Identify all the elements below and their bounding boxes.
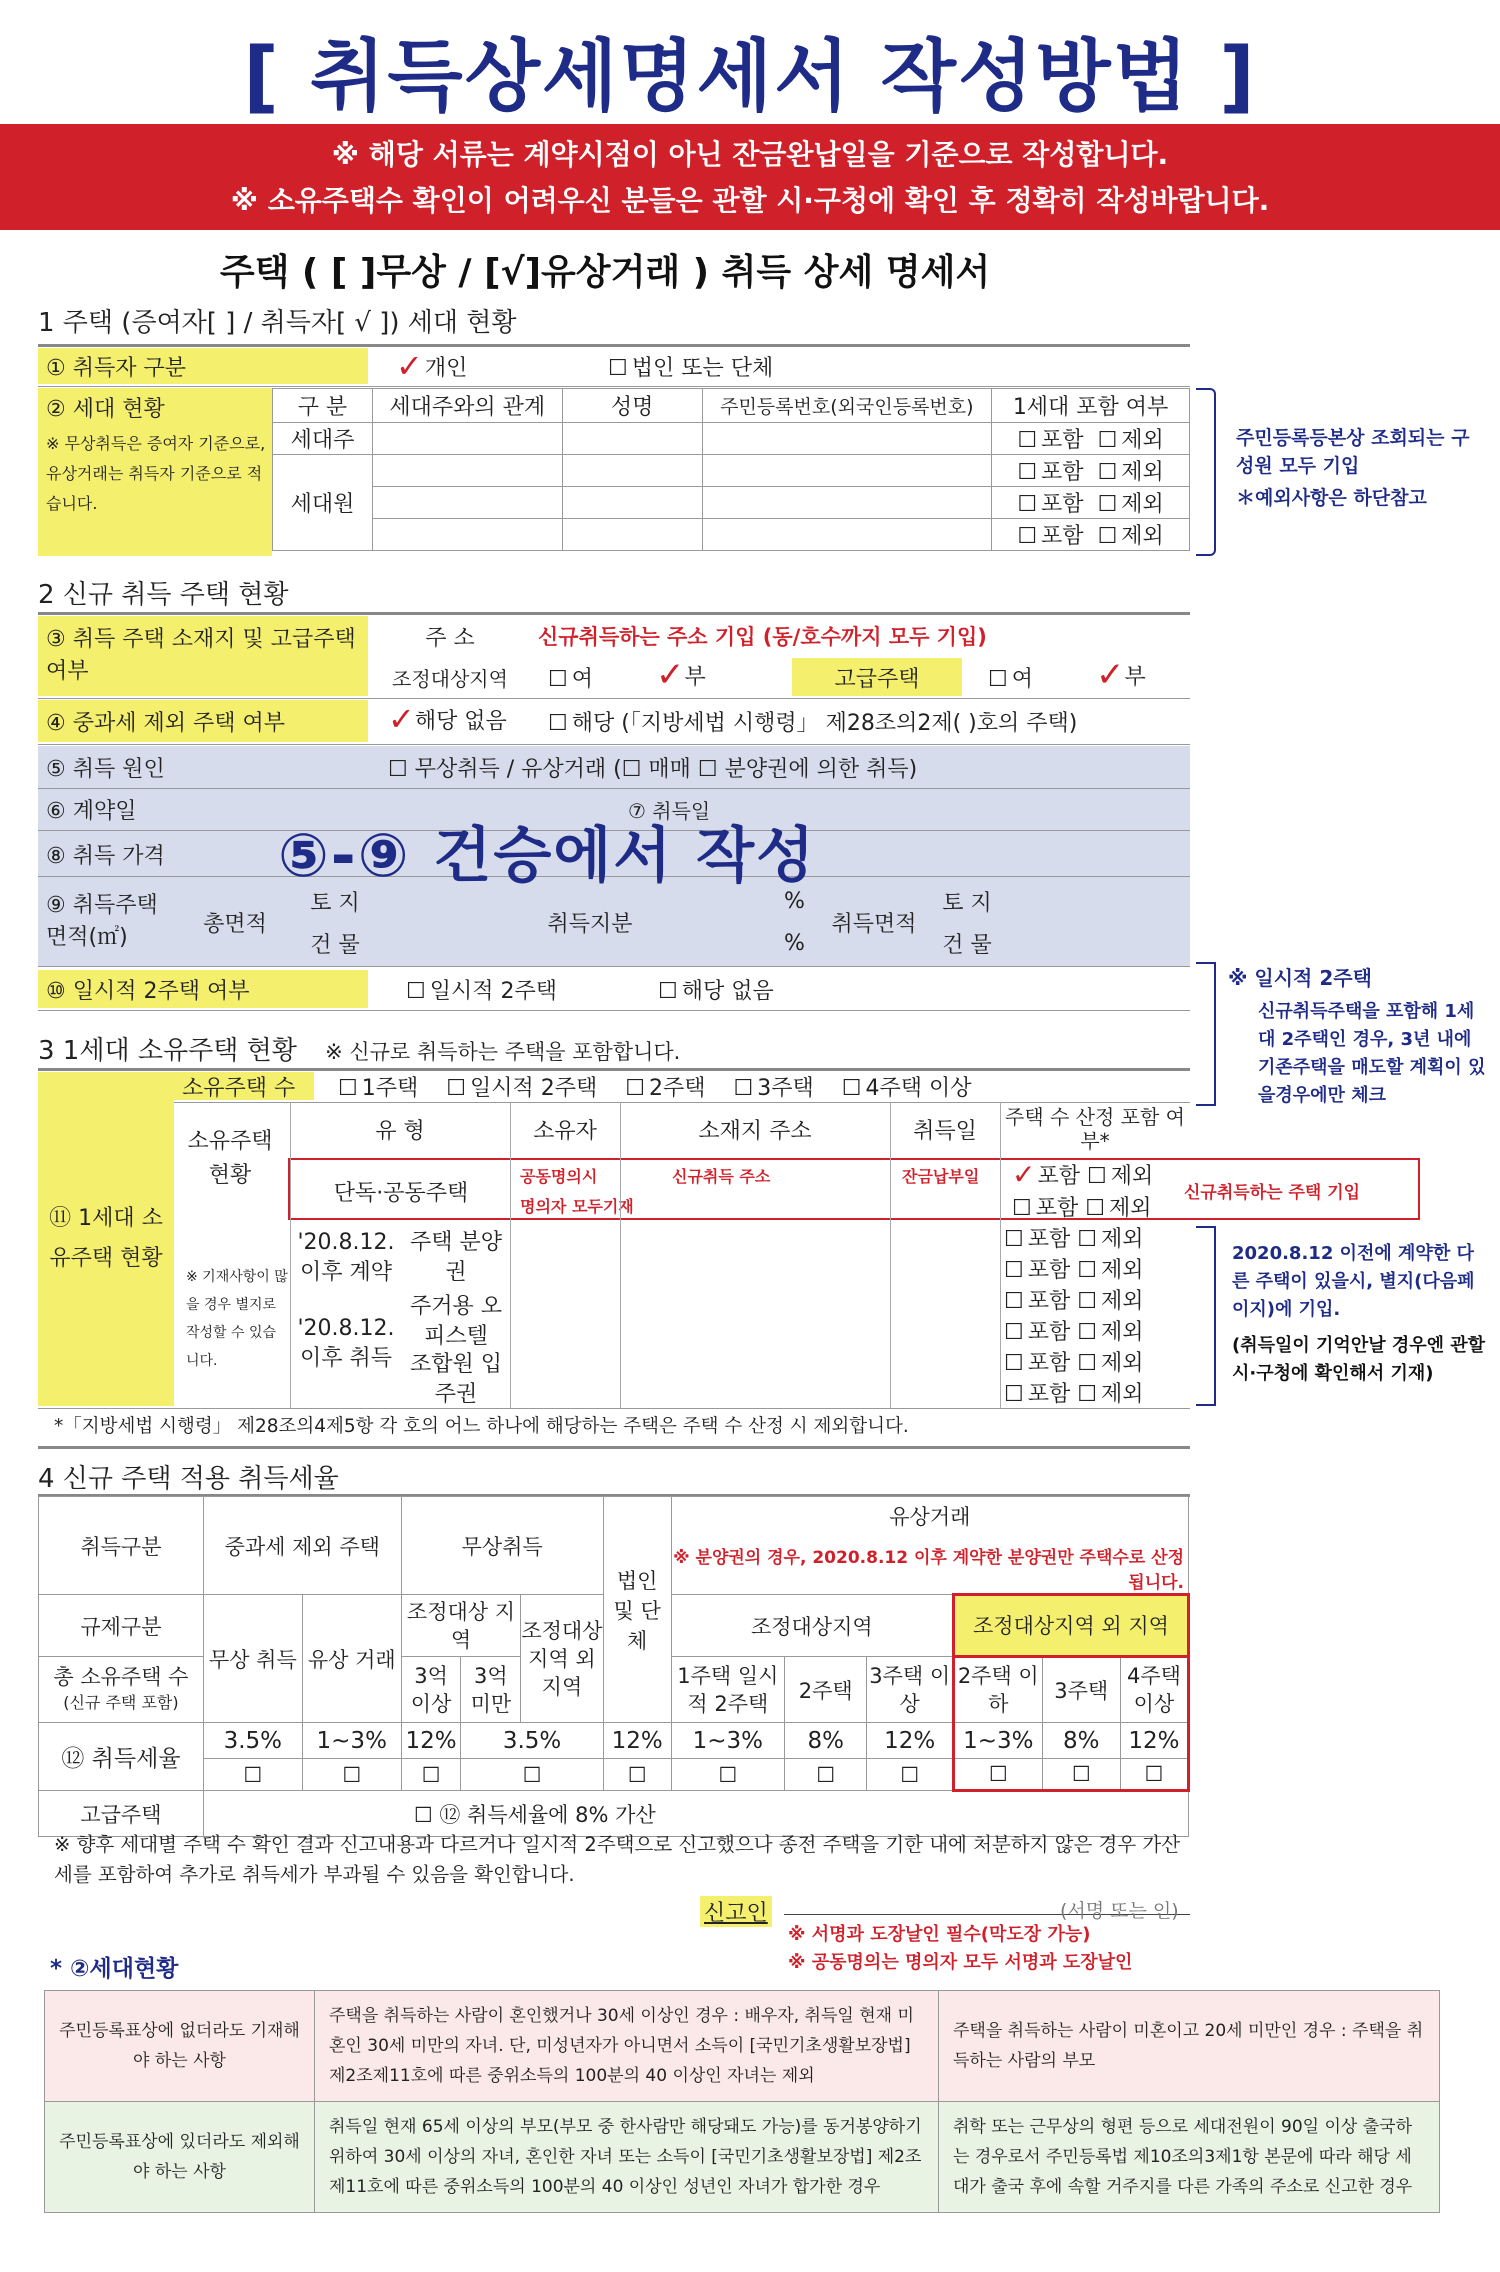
exclude-label: ☐ 제외	[1077, 1258, 1143, 1283]
exclude-label-cell: 주민등록표상에 있더라도 제외해야 하는 사항	[45, 2102, 315, 2213]
adj: 조정대상지역	[671, 1595, 953, 1657]
id-field[interactable]	[702, 519, 992, 551]
id-field[interactable]	[702, 455, 992, 487]
row6-label: ⑥ 계약일	[46, 798, 137, 824]
col-id: 주민등록번호(외국인등록번호)	[702, 389, 992, 423]
building-label-2: 건 물	[942, 932, 992, 958]
total-count	[39, 1657, 204, 1723]
rate-check[interactable]: ☐	[1120, 1759, 1188, 1791]
no-label: 부	[1124, 664, 1146, 690]
include-label: ☐ 포함	[1017, 492, 1083, 517]
include-exclude[interactable]	[992, 455, 1190, 487]
acq-area-label: 취득면적	[831, 911, 917, 937]
row10-label: ⑩ 일시적 2주택 여부	[38, 970, 368, 1008]
col-2below: 2주택 이하	[953, 1657, 1042, 1723]
relation-field[interactable]	[372, 519, 562, 551]
include-exclude-list[interactable]	[1004, 1224, 1190, 1410]
owner-note1: 공동명의시	[520, 1166, 598, 1186]
include-label: ☐ 포함	[1017, 428, 1083, 453]
rate-check[interactable]: ☐	[1042, 1759, 1120, 1791]
owner-note2: 명의자 모두기재	[520, 1196, 634, 1216]
include-label-cell: 주민등록표상에 없더라도 기재해야 하는 사항	[45, 1991, 315, 2102]
include-label: 포함	[1037, 1163, 1080, 1189]
include-label: ☐ 포함	[1012, 1191, 1078, 1222]
col-1house: 1주택 일시적 2주택	[671, 1657, 784, 1723]
exclude-label: ☐ 제외	[1098, 492, 1164, 517]
name-field[interactable]	[562, 455, 702, 487]
section3-heading	[38, 1030, 1190, 1070]
type-presale: 주택 분양권	[409, 1230, 502, 1285]
col-3b-up: 3억 이상	[401, 1657, 461, 1723]
rate-7: 8%	[785, 1723, 867, 1759]
rate-4: 3.5%	[461, 1723, 603, 1759]
rate-check[interactable]: ☐	[603, 1759, 671, 1791]
rate-5: 12%	[603, 1723, 671, 1759]
count-temp2[interactable]: ☐ 일시적 2주택	[446, 1071, 597, 1102]
section3-footnote: *「지방세법 시행령」 제28조의4제5항 각 호의 어느 하나에 해당하는 주택은 주택 수 산정 시 제외합니다.	[54, 1416, 909, 1437]
exclude-label: ☐ 제외	[1077, 1382, 1143, 1407]
row8-label: ⑧ 취득 가격	[46, 843, 165, 869]
rate-1: 3.5%	[203, 1723, 302, 1759]
col-3h: 3주택	[1042, 1657, 1120, 1723]
temp-label: ☐ 일시적 2주택	[406, 974, 557, 1005]
percent-building: %	[784, 930, 805, 956]
luxury-no[interactable]: ✓ 부	[1096, 655, 1146, 695]
count-2[interactable]: ☐ 2주택	[625, 1071, 705, 1102]
adj-no[interactable]: ✓ 부	[656, 655, 706, 695]
include-label: ☐ 포함	[1017, 524, 1083, 549]
no-label: 부	[684, 664, 706, 690]
section3-note: ※ 신규로 취득하는 주택을 포함합니다.	[325, 1040, 681, 1064]
corp: 법인 및 단체	[603, 1497, 671, 1723]
count-1[interactable]: ☐ 1주택	[338, 1071, 418, 1102]
name-field[interactable]	[562, 519, 702, 551]
overlay-text: ⑤-⑨ 건승에서 작성	[278, 821, 817, 891]
col-type: 구 분	[273, 389, 373, 423]
household-table	[272, 388, 1190, 551]
bracket-3	[1196, 1226, 1216, 1406]
household-guide-table	[44, 1990, 1440, 2213]
count-options[interactable]	[330, 1072, 1190, 1100]
col-2house: 2주택	[785, 1657, 867, 1723]
include-label: ☐ 포함	[1004, 1289, 1070, 1314]
adj-area: 조정대상 지역	[401, 1595, 521, 1657]
total-area: 총면적	[203, 911, 267, 937]
col-owner: 소유자	[533, 1118, 597, 1144]
type-union: 조합원 입주권	[409, 1352, 502, 1407]
row7-label: ⑦ 취득일	[628, 798, 711, 823]
exclude-label: ☐ 제외	[1077, 1351, 1143, 1376]
reg-type: 규제구분	[39, 1595, 204, 1657]
after-contract: '20.8.12. 이후 계약	[297, 1230, 395, 1285]
side-note-temp	[1228, 964, 1490, 1110]
single-house: 단독·공동주택	[333, 1180, 469, 1206]
col-3house: 3주택 이상	[867, 1657, 954, 1723]
col-date: 취득일	[913, 1118, 977, 1144]
rate-11: 12%	[1120, 1723, 1188, 1759]
building-label: 건 물	[310, 932, 360, 958]
col-include: 1세대 포함 여부	[992, 389, 1190, 423]
owned-label: 소유주택 현황	[187, 1129, 273, 1188]
row11-label: ⑪ 1세대 소유주택 현황	[38, 1072, 174, 1406]
rate-check[interactable]: ☐	[401, 1759, 461, 1791]
rate-6: 1~3%	[671, 1723, 784, 1759]
row1-label: ① 취득자 구분	[38, 348, 368, 384]
include-exclude[interactable]	[992, 487, 1190, 519]
exclude-label: ☐ 제외	[1098, 460, 1164, 485]
row4-label: ④ 중과세 제외 주택 여부	[38, 700, 368, 742]
row2-note: ※ 무상취득은 증여자 기준으로, 유상거래는 취득자 기준으로 적습니다.	[46, 434, 266, 513]
col-relation: 세대주와의 관계	[372, 389, 562, 423]
na-label: ☐ 해당 없음	[658, 974, 774, 1005]
include-label: ☐ 포함	[1017, 460, 1083, 485]
rate-3: 12%	[401, 1723, 461, 1759]
id-field[interactable]	[702, 423, 992, 455]
page-title: [ 취득상세명세서 작성방법 ]	[243, 32, 1257, 122]
corp-label: ☐ 법인 또는 단체	[608, 351, 773, 382]
rate-check[interactable]: ☐	[867, 1759, 954, 1791]
include-exclude[interactable]	[992, 519, 1190, 551]
include-label: ☐ 포함	[1004, 1382, 1070, 1407]
relation-field[interactable]	[372, 423, 562, 455]
row2-label-block	[38, 388, 272, 556]
free-acq: 무상취득	[401, 1497, 603, 1595]
rate-label: ⑫ 취득세율	[39, 1723, 204, 1791]
rate-8: 12%	[867, 1723, 954, 1759]
name-field[interactable]	[562, 423, 702, 455]
count-3[interactable]: ☐ 3주택	[734, 1071, 814, 1102]
rate-2: 1~3%	[302, 1723, 401, 1759]
include-text2: 주택을 취득하는 사람이 미혼이고 20세 미만인 경우 : 주택을 취득하는 사람의 부모	[939, 1991, 1440, 2102]
exclude-label: ☐ 제외	[1098, 524, 1164, 549]
exclude-label: ☐ 제외	[1077, 1320, 1143, 1345]
rate-check[interactable]: ☐	[203, 1759, 302, 1791]
address-field[interactable]: 신규취득하는 주소 기입 (동/호수까지 모두 기입)	[538, 625, 987, 649]
luxury-row-label: 고급주택	[39, 1791, 204, 1837]
rate-check[interactable]: ☐	[671, 1759, 784, 1791]
rate-check[interactable]: ☐	[302, 1759, 401, 1791]
household-title: * ②세대현황	[50, 1956, 179, 1982]
owned-note: ※ 기재사항이 많을 경우 별지로 작성할 수 있습니다.	[186, 1269, 288, 1369]
acq-type: 취득구분	[39, 1497, 204, 1595]
row5-value[interactable]: ☐ 무상취득 / 유상거래 (☐ 매매 ☐ 분양권에 의한 취득)	[388, 756, 918, 782]
share-label: 취득지분	[547, 911, 633, 937]
address-label: 주 소	[425, 625, 475, 651]
individual-option[interactable]: ✓ 개인	[396, 347, 468, 385]
household-head: 세대주	[273, 423, 373, 455]
section1-heading	[38, 302, 1190, 342]
household-member: 세대원	[273, 455, 373, 551]
date-note: 잔금납부일	[902, 1166, 980, 1186]
include-label: ☐ 포함	[1004, 1227, 1070, 1252]
individual-label: 개인	[424, 355, 468, 381]
count-label: 소유주택 수	[174, 1072, 314, 1100]
section2-heading: 2 신규 취득 주택 현황	[38, 580, 289, 610]
row9-label: ⑨ 취득주택 면적(㎡)	[46, 893, 158, 950]
side-note-body: 신규취득주택을 포함해 1세대 2주택인 경우, 3년 내에 기존주택을 매도할 계획이 있을경우에만 체크	[1258, 1001, 1486, 1106]
include-text: 주택을 취득하는 사람이 혼인했거나 30세 이상인 경우 : 배우자, 취득일 현재 미혼인 30세 미만의 자녀. 단, 미성년자가 아니면서 소득이 [국민기초생활보장법] 제2조제11호에 따른 중위소득의 100분의 40 이상인 자녀는 제외	[315, 1991, 939, 2102]
rate-9: 1~3%	[953, 1723, 1042, 1759]
rate-check[interactable]: ☐	[461, 1759, 603, 1791]
notice-banner	[0, 124, 1500, 230]
side-note-text: 2020.8.12 이전에 계약한 다른 주택이 있을시, 별지(다음페이지)에 기입.	[1232, 1243, 1475, 1320]
col-type: 유 형	[375, 1118, 425, 1144]
yes-label: ☐ 여	[988, 662, 1033, 693]
row5-label: ⑤ 취득 원인	[46, 756, 165, 782]
yes-label: ☐ 여	[548, 662, 593, 693]
adj-out: 조정대상지역 외 지역	[521, 1595, 603, 1723]
bracket	[1196, 388, 1216, 556]
footer-warning: ※ 향후 세대별 주택 수 확인 결과 신고내용과 다르거나 일시적 2주택으로 신고했으나 종전 주택을 기한 내에 처분하지 않은 경우 가산세를 포함하여 추가로 취득세가 부과될 수 있음을 확인합니다.	[54, 1833, 1181, 1886]
sign-hint: (서명 또는 인)	[1060, 1900, 1179, 1922]
name-field[interactable]	[562, 487, 702, 519]
side-note-owned	[1232, 1240, 1488, 1388]
side-note-household	[1236, 424, 1476, 512]
row3-label: ③ 취득 주택 소재지 및 고급주택 여부	[38, 616, 368, 696]
addr-note: 신규취득 주소	[672, 1166, 771, 1186]
exclude-label: ☐ 제외	[1077, 1289, 1143, 1314]
luxury-yes[interactable]	[980, 658, 1080, 696]
section3-heading-text: 3 1세대 소유주택 현황	[38, 1036, 297, 1066]
count-4[interactable]: ☐ 4주택 이상	[842, 1071, 972, 1102]
adj-area-label: 조정대상지역	[392, 666, 508, 691]
include-label: ☐ 포함	[1004, 1258, 1070, 1283]
exclude-label: ☐ 제외	[1098, 428, 1164, 453]
bracket-2	[1196, 962, 1216, 1106]
paid-short: 유상 거래	[302, 1595, 401, 1723]
exclude-label: ☐ 제외	[1077, 1227, 1143, 1252]
free: 무상 취득	[203, 1595, 302, 1723]
signer-label: 신고인	[700, 1896, 772, 1927]
after-acq: '20.8.12. 이후 취득	[297, 1316, 395, 1371]
col-4up: 4주택 이상	[1120, 1657, 1188, 1723]
form-title: 주택 ( [ ]무상 / [√]유상거래 ) 취득 상세 명세서	[219, 252, 991, 293]
include-exclude[interactable]	[992, 423, 1190, 455]
paid-label: 유상거래	[889, 1505, 971, 1529]
heavy-none[interactable]: ✓ 해당 없음	[388, 700, 507, 738]
side-note-text: ＊예외사항은 하단참고	[1236, 487, 1427, 509]
notice-line-2: ※ 소유주택수 확인이 어려우신 분들은 관할 시·구청에 확인 후 정확히 작성바랍니다.	[230, 184, 1270, 217]
id-field[interactable]	[702, 487, 992, 519]
type-officetel: 주거용 오피스텔	[409, 1294, 502, 1349]
none-label: 해당 없음	[414, 708, 507, 734]
exclude-label: ☐ 제외	[1085, 1191, 1151, 1222]
side-note-text: 주민등록등본상 조회되는 구성원 모두 기입	[1236, 427, 1470, 477]
exclude-label: ☐ 제외	[1087, 1159, 1153, 1190]
not-applicable[interactable]	[650, 970, 850, 1008]
notice-line-1: ※ 해당 서류는 계약시점이 아닌 잔금완납일을 기준으로 작성합니다.	[331, 138, 1169, 171]
total-count-sub: (신규 주택 포함)	[63, 1692, 179, 1712]
rate-table	[38, 1496, 1190, 1837]
land-label: 토 지	[310, 890, 360, 916]
total-count-text: 총 소유주택 수	[53, 1664, 189, 1689]
heavy-applicable[interactable]	[540, 700, 1190, 742]
section1-heading-text: 1 주택 (증여자[ ] / 취득자[ √ ]) 세대 현황	[38, 308, 517, 338]
col-name: 성명	[562, 389, 702, 423]
relation-field[interactable]	[372, 487, 562, 519]
paid-note: ※ 분양권의 경우, 2020.8.12 이후 계약한 분양권만 주택수로 산정됩니다.	[673, 1548, 1184, 1593]
include-checked[interactable]: ✓ 포함 ☐ 제외	[1004, 1158, 1190, 1190]
adj-yes[interactable]	[540, 658, 640, 696]
sign-note1: ※ 서명과 도장날인 필수(막도장 가능)	[788, 1924, 1091, 1945]
temp-two-house[interactable]	[398, 970, 638, 1008]
percent-land: %	[784, 888, 805, 914]
luxury-add[interactable]: ☐ ⑫ 취득세율에 8% 가산	[203, 1791, 1188, 1837]
section4-heading: 4 신규 주택 적용 취득세율	[38, 1464, 339, 1494]
side-note-text: (취득일이 기억안날 경우엔 관할 시·구청에 확인해서 기재)	[1232, 1335, 1486, 1384]
exclude-text2: 취학 또는 근무상의 형편 등으로 세대전원이 90일 이상 출국하는 경우로서 주민등록법 제10조의3제1항 본문에 따라 해당 세대가 출국 후에 속할 거주지를 다른 가족의 주소로 신고한 경우	[939, 2102, 1440, 2213]
exclude-text: 취득일 현재 65세 이상의 부모(부모 중 한사람만 해당돼도 가능)를 동거봉양하기 위하여 30세 이상의 자녀, 혼인한 자녀 또는 소득이 [국민기초생활보장법] 제2조제11호에 따른 중위소득의 100분의 40 이상인 성년인 자녀가 합가한 경우	[315, 2102, 939, 2213]
corp-option[interactable]	[600, 348, 1000, 384]
rate-10: 8%	[1042, 1723, 1120, 1759]
rate-check[interactable]: ☐	[953, 1759, 1042, 1791]
land-label-2: 토 지	[942, 890, 992, 916]
col-include: 주택 수 산정 포함 여부*	[1005, 1105, 1185, 1153]
col-address: 소재지 주소	[698, 1118, 812, 1144]
luxury-label: 고급주택	[792, 658, 962, 696]
rate-check[interactable]: ☐	[785, 1759, 867, 1791]
relation-field[interactable]	[372, 455, 562, 487]
row2-label: ② 세대 현황	[46, 397, 165, 422]
paid	[671, 1497, 1188, 1595]
applicable-label: ☐ 해당 (「지방세법 시행령」 제28조의2제( )호의 주택)	[548, 706, 1077, 737]
include-label: ☐ 포함	[1004, 1351, 1070, 1376]
red-side-note: 신규취득하는 주택 기입	[1184, 1183, 1361, 1203]
sign-note2: ※ 공동명의는 명의자 모두 서명과 도장날인	[788, 1952, 1133, 1973]
non-adj: 조정대상지역 외 지역	[953, 1595, 1188, 1657]
col-3b-down: 3억 미만	[461, 1657, 521, 1723]
include-label: ☐ 포함	[1004, 1320, 1070, 1345]
side-note-title: ※ 일시적 2주택	[1228, 966, 1372, 990]
heavy-ex: 중과세 제외 주택	[203, 1497, 401, 1595]
